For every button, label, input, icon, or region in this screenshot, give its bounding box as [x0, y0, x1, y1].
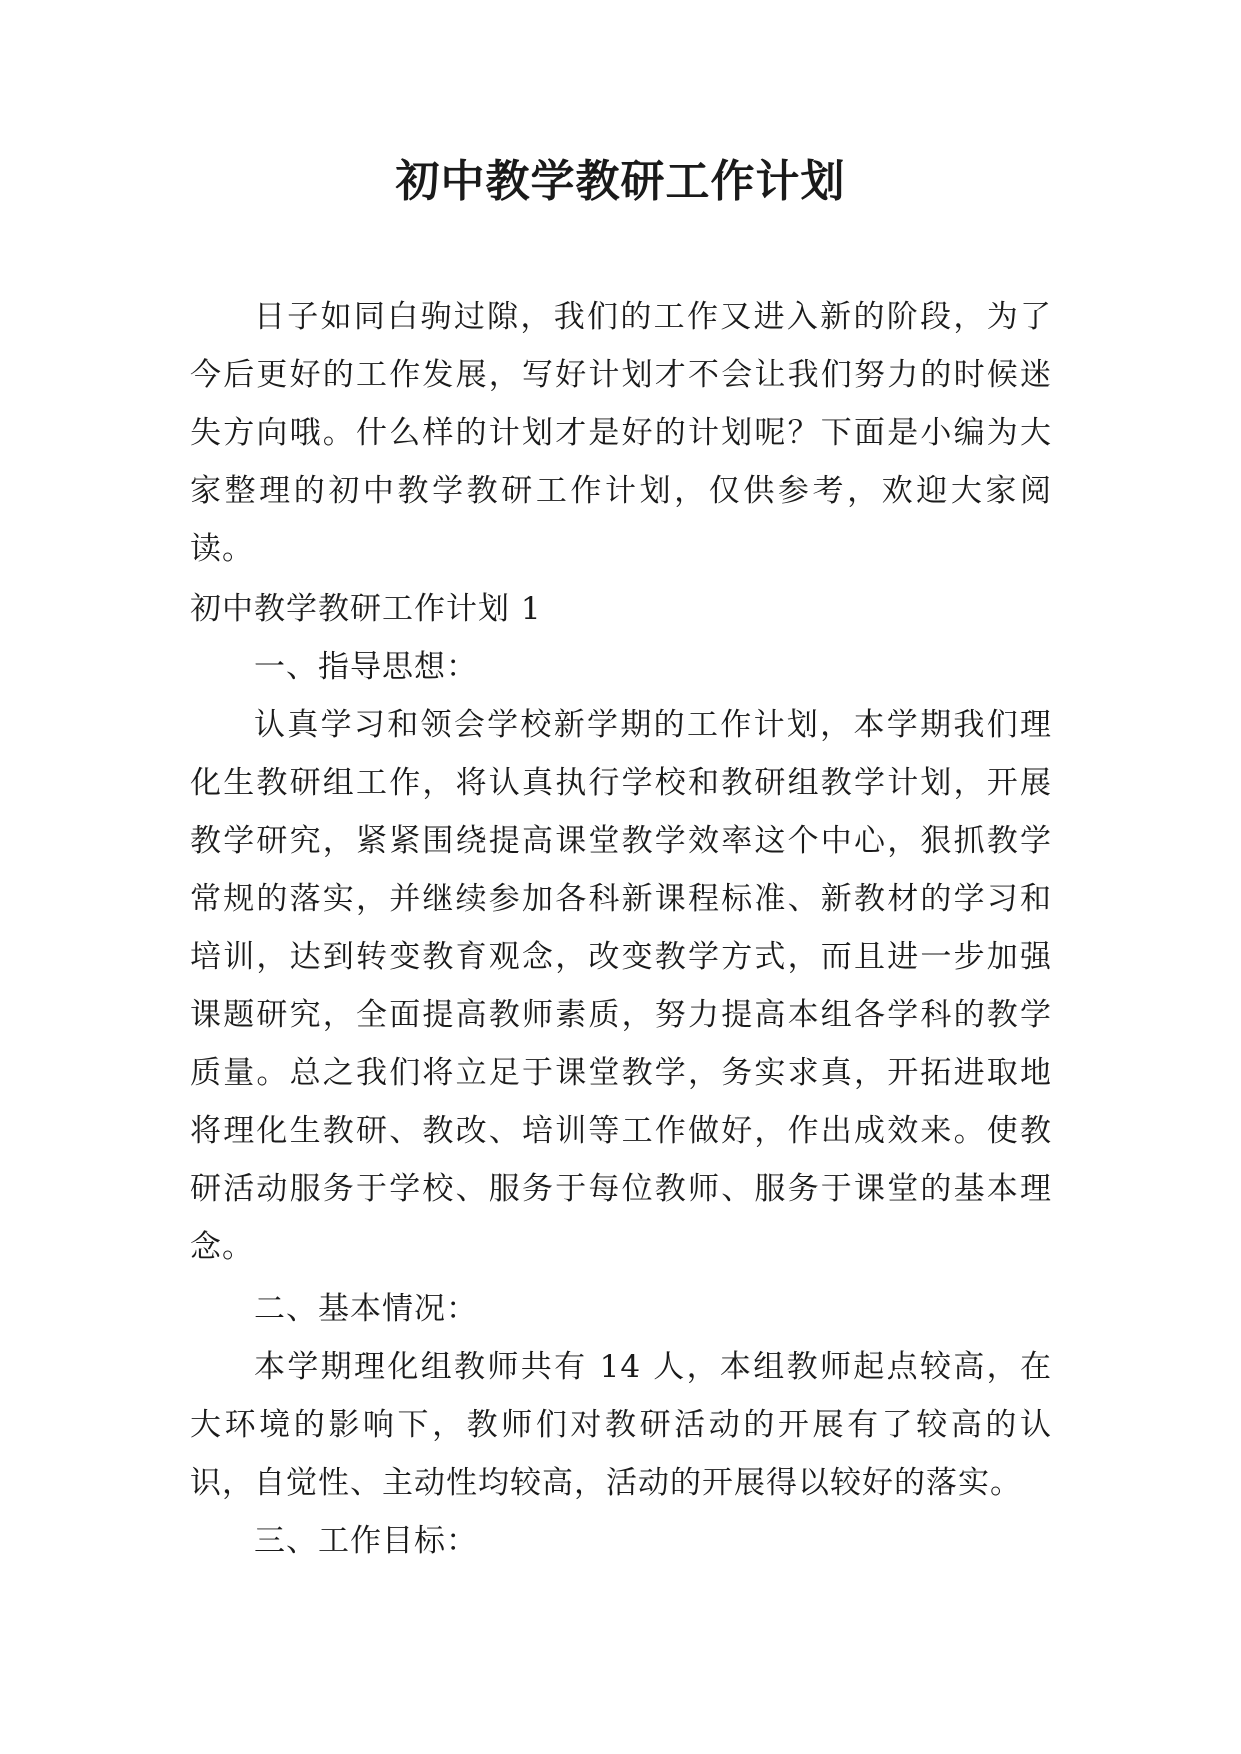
- plan-subtitle: 初中教学教研工作计划 1: [190, 591, 542, 627]
- intro-paragraph: 日子如同白驹过隙，我们的工作又进入新的阶段，为了今后更好的工作发展，写好计划才不会让我们努力的时候迷失方向哦。什么样的计划才是好的计划呢？下面是小编为大家整理的初中教学教研工作计划，仅供参考，欢迎大家阅读。: [190, 299, 1052, 567]
- section-paragraph-guiding-ideology: 认真学习和领会学校新学期的工作计划，本学期我们理化生教研组工作，将认真执行学校和教研组教学计划，开展教学研究，紧紧围绕提高课堂教学效率这个中心，狠抓教学常规的落实，并继续参加各科新课程标准、新教材的学习和培训，达到转变教育观念，改变教学方式，而且进一步加强课题研究，全面提高教师素质，努力提高本组各学科的教学质量。总之我们将立足于课堂教学，务实求真，开拓进取地将理化生教研、教改、培训等工作做好，作出成效来。使教研活动服务于学校、服务于每位教师、服务于课堂的基本理念。: [190, 707, 1052, 1265]
- section-heading-work-goals: 三、工作目标：: [254, 1523, 478, 1559]
- section-heading-guiding-ideology: 一、指导思想：: [254, 649, 478, 685]
- section-paragraph-basic-situation: 本学期理化组教师共有 14 人，本组教师起点较高，在大环境的影响下，教师们对教研活动的开展有了较高的认识，自觉性、主动性均较高，活动的开展得以较好的落实。: [190, 1349, 1052, 1501]
- section-heading-basic-situation: 二、基本情况：: [254, 1291, 478, 1327]
- document-title: 初中教学教研工作计划: [395, 156, 846, 207]
